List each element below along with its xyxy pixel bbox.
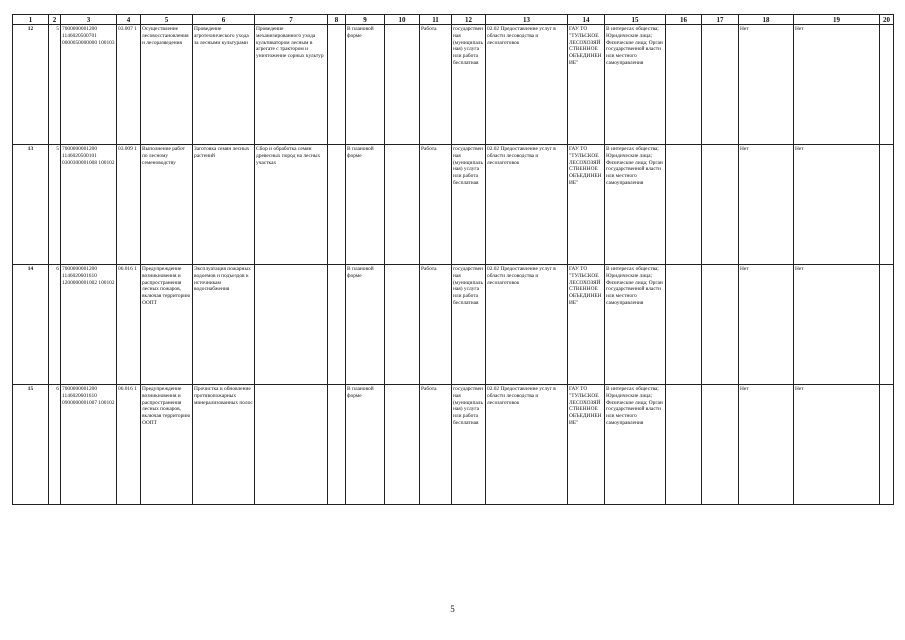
consumers: В интересах общества; Юридические лица; Физические лица; Орган государственной власти или местного самоуправления <box>605 25 666 145</box>
row-number: 13 <box>13 145 49 265</box>
header-cell: 1 <box>13 15 49 25</box>
cell-16 <box>666 385 702 505</box>
okved-code: 02.02 Предоставление услуг в области лесоводства и лесозаготовок <box>486 385 568 505</box>
header-row <box>13 15 894 25</box>
organization: ГАУ ТО "ТУЛЬСКОЕ ЛЕСОХОЗЯЙСТВЕННОЕ ОБЪЕДИНЕНИЕ" <box>568 385 605 505</box>
header-cell: 7 <box>255 15 328 25</box>
delivery-form: В плановой форме <box>346 145 385 265</box>
header-cell: 12 <box>452 15 486 25</box>
consumers: В интересах общества; Юридические лица; Физические лица; Орган государственной власти или местного самоуправления <box>605 385 666 505</box>
cell-17 <box>702 25 739 145</box>
header-cell: 16 <box>666 15 702 25</box>
table-row <box>13 25 894 145</box>
table-row <box>13 385 894 505</box>
table-row <box>13 145 894 265</box>
service-type: Работа <box>420 25 452 145</box>
work-content <box>255 385 328 505</box>
cell-17 <box>702 385 739 505</box>
cell-8 <box>328 385 346 505</box>
work-content: Сбор и обработка семян древесных пород на лесных участках <box>255 145 328 265</box>
registry-code: 7000000001200 1146020500101 0300300001008 100102 <box>61 145 117 265</box>
header-cell: 13 <box>486 15 568 25</box>
header-cell: 19 <box>794 15 880 25</box>
header-cell: 3 <box>61 15 117 25</box>
work-name: Проведение агротехнического ухода за лесными культурами <box>193 25 255 145</box>
header-cell: 9 <box>346 15 385 25</box>
cell-19: Нет <box>794 385 880 505</box>
cell-19: Нет <box>794 265 880 385</box>
header-cell: 11 <box>420 15 452 25</box>
organization: ГАУ ТО "ТУЛЬСКОЕ ЛЕСОХОЗЯЙСТВЕННОЕ ОБЪЕДИНЕНИЕ" <box>568 145 605 265</box>
header-cell: 4 <box>117 15 141 25</box>
work-name: Прочистка и обновление противопожарных минерализованных полос <box>193 385 255 505</box>
cell-16 <box>666 145 702 265</box>
cell-8 <box>328 265 346 385</box>
section-number: 6 <box>49 265 61 385</box>
cell-19: Нет <box>794 145 880 265</box>
work-content: Проведение механизированного ухода культиватором лесным в агрегате с трактором и уничтожение сорных культур <box>255 25 328 145</box>
registry-code: 7000000001200 1146020601610 1200000001002 100102 <box>61 265 117 385</box>
registry-table <box>12 14 894 505</box>
service-kind: государственная (муниципальная) услуга или работа бесплатная <box>452 385 486 505</box>
cell-20 <box>880 145 894 265</box>
cell-19: Нет <box>794 25 880 145</box>
service-type: Работа <box>420 265 452 385</box>
cell-10 <box>385 265 420 385</box>
cell-17 <box>702 265 739 385</box>
service-name: Предупреждение возникновения и распространения лесных пожаров, включая территорию ООПТ <box>141 265 193 385</box>
service-name: Выполнение работ по лесному семеноводству <box>141 145 193 265</box>
cell-16 <box>666 25 702 145</box>
cell-18: Нет <box>739 265 794 385</box>
okved-code: 02.02 Предоставление услуг в области лесоводства и лесозаготовок <box>486 25 568 145</box>
header-cell: 18 <box>739 15 794 25</box>
service-kind: государственная (муниципальная) услуга или работа бесплатная <box>452 145 486 265</box>
okved-code: 02.02 Предоставление услуг в области лесоводства и лесозаготовок <box>486 145 568 265</box>
header-cell: 15 <box>605 15 666 25</box>
work-name: Заготовка семян лесных растений <box>193 145 255 265</box>
header-cell: 20 <box>880 15 894 25</box>
header-cell: 2 <box>49 15 61 25</box>
service-kind: государственная (муниципальная) услуга или работа бесплатная <box>452 265 486 385</box>
cell-17 <box>702 145 739 265</box>
work-content <box>255 265 328 385</box>
header-cell: 17 <box>702 15 739 25</box>
header-cell: 8 <box>328 15 346 25</box>
section-number: 6 <box>49 385 61 505</box>
delivery-form: В плановой форме <box>346 385 385 505</box>
cell-10 <box>385 385 420 505</box>
delivery-form: В плановой форме <box>346 265 385 385</box>
basic-code: 06.016 1 <box>117 265 141 385</box>
delivery-form: В плановой форме <box>346 25 385 145</box>
row-number: 15 <box>13 385 49 505</box>
header-cell: 6 <box>193 15 255 25</box>
basic-code: 03.007 1 <box>117 25 141 145</box>
header-cell: 10 <box>385 15 420 25</box>
registry-code: 7000000001200 1146020500701 0000050000000 100103 <box>61 25 117 145</box>
row-number: 14 <box>13 265 49 385</box>
cell-10 <box>385 145 420 265</box>
consumers: В интересах общества; Юридические лица; Физические лица; Орган государственной власти или местного самоуправления <box>605 265 666 385</box>
organization: ГАУ ТО "ТУЛЬСКОЕ ЛЕСОХОЗЯЙСТВЕННОЕ ОБЪЕДИНЕНИЕ" <box>568 25 605 145</box>
section-number: 5 <box>49 145 61 265</box>
service-kind: государственная (муниципальная) услуга или работа бесплатная <box>452 25 486 145</box>
basic-code: 06.016 1 <box>117 385 141 505</box>
cell-20 <box>880 25 894 145</box>
consumers: В интересах общества; Юридические лица; Физические лица; Орган государственной власти или местного самоуправления <box>605 145 666 265</box>
cell-18: Нет <box>739 145 794 265</box>
service-name: Осуществление лесовосстановления и лесоразведения <box>141 25 193 145</box>
cell-16 <box>666 265 702 385</box>
section-number: 5 <box>49 25 61 145</box>
header-cell: 14 <box>568 15 605 25</box>
cell-18: Нет <box>739 25 794 145</box>
cell-8 <box>328 25 346 145</box>
work-name: Эксплуатация пожарных водоемов и подъездов к источникам водоснабжения <box>193 265 255 385</box>
cell-20 <box>880 385 894 505</box>
row-number: 12 <box>13 25 49 145</box>
cell-18: Нет <box>739 385 794 505</box>
page-number: 5 <box>450 604 455 614</box>
organization: ГАУ ТО "ТУЛЬСКОЕ ЛЕСОХОЗЯЙСТВЕННОЕ ОБЪЕДИНЕНИЕ" <box>568 265 605 385</box>
table-row <box>13 265 894 385</box>
service-type: Работа <box>420 385 452 505</box>
okved-code: 02.02 Предоставление услуг в области лесоводства и лесозаготовок <box>486 265 568 385</box>
cell-10 <box>385 25 420 145</box>
basic-code: 03.009 1 <box>117 145 141 265</box>
cell-20 <box>880 265 894 385</box>
service-type: Работа <box>420 145 452 265</box>
cell-8 <box>328 145 346 265</box>
service-name: Предупреждение возникновения и распространения лесных пожаров, включая территорию ООПТ <box>141 385 193 505</box>
registry-code: 7000000001200 1146020601610 0900000001007 100102 <box>61 385 117 505</box>
header-cell: 5 <box>141 15 193 25</box>
